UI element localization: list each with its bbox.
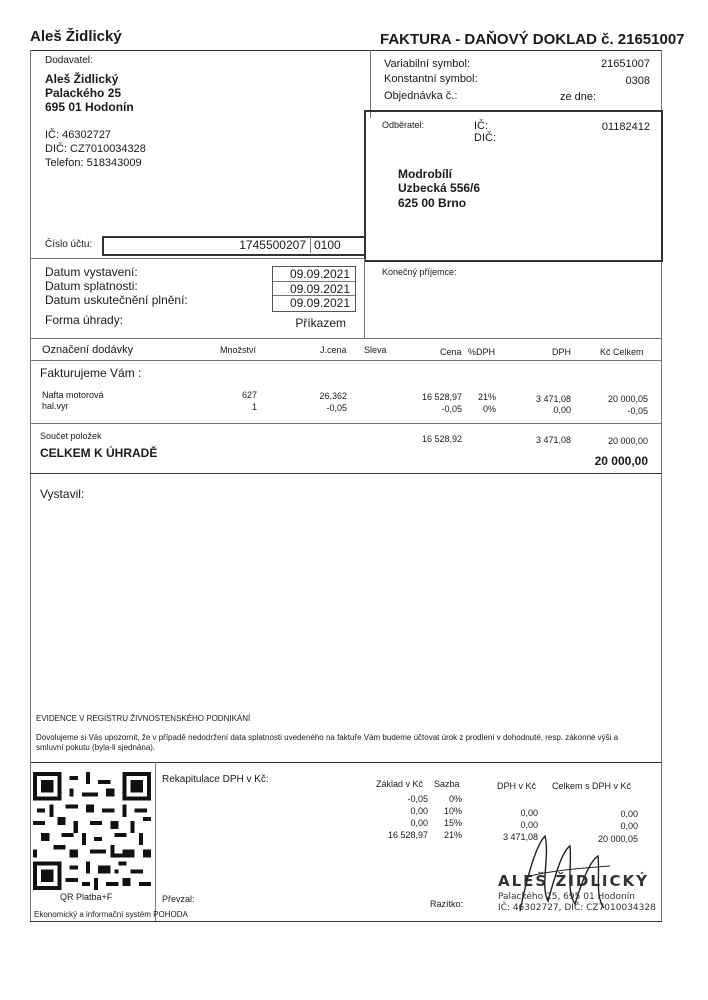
customer-street: Uzbecká 556/6 xyxy=(398,181,481,195)
supplier-label: Dodavatel: xyxy=(45,55,93,66)
taxable-date-label: Datum uskutečnění plnění: xyxy=(45,293,188,307)
customer-ic-value: 01182412 xyxy=(601,121,650,133)
item-2-qty: 1 xyxy=(251,402,257,412)
recap-row-3-rate: 15% xyxy=(443,818,462,828)
recap-row-1-base: -0,05 xyxy=(407,794,428,804)
item-1-qty: 627 xyxy=(241,390,257,400)
recap-col-total: Celkem s DPH v Kč xyxy=(552,781,632,791)
col-vat: DPH xyxy=(552,347,572,357)
supplier-phone: Telefon: 518343009 xyxy=(45,157,142,169)
customer-city: 625 00 Brno xyxy=(398,196,467,210)
stamp-ids: IČ: 46302727, DIČ: CZ7010034328 xyxy=(498,903,656,913)
late-payment-note-2: smluvní pokutu (byla-li sjednána). xyxy=(36,743,156,752)
item-2-vat-pct: 0% xyxy=(482,404,496,414)
qr-divider xyxy=(155,762,156,922)
handwritten-signature xyxy=(500,826,620,921)
sum-rule xyxy=(30,423,662,424)
final-recipient-label: Konečný příjemce: xyxy=(382,267,457,277)
order-label: Objednávka č.: xyxy=(384,90,458,102)
seller-name-header: Aleš Židlický xyxy=(30,28,122,45)
item-2-price: -0,05 xyxy=(441,404,462,414)
recap-row-2-total: 0,00 xyxy=(620,809,638,819)
variable-symbol-label: Variabilní symbol: xyxy=(384,58,470,70)
frame-left xyxy=(30,50,31,762)
divider-symbols xyxy=(370,50,371,118)
account-divider xyxy=(310,237,311,253)
item-2-vat: 0,00 xyxy=(553,405,571,415)
item-1-unit-price: 26,362 xyxy=(319,391,347,401)
col-price: Cena xyxy=(440,347,462,357)
recap-col-vat: DPH v Kč xyxy=(497,781,537,791)
items-intro: Fakturujeme Vám : xyxy=(40,366,142,380)
constant-symbol-label: Konstantní symbol: xyxy=(384,73,478,85)
recap-col-base: Základ v Kč xyxy=(376,779,424,789)
recap-row-2-rate: 10% xyxy=(443,806,462,816)
item-1-price: 16 528,97 xyxy=(421,392,462,402)
recap-row-4-rate: 21% xyxy=(443,830,462,840)
software-note: Ekonomický a informační systém POHODA xyxy=(34,910,188,919)
bank-code: 0100 xyxy=(314,238,341,252)
document-title: FAKTURA - DAŇOVÝ DOKLAD č. 21651007 xyxy=(380,31,685,48)
issued-date-label: Datum vystavení: xyxy=(45,265,138,279)
dates-rule xyxy=(30,258,365,259)
stamp-name: ALEŠ ŽIDLICKÝ xyxy=(498,872,649,890)
col-unit-price: J.cena xyxy=(320,345,347,355)
registry-note: EVIDENCE V REGISTRU ŽIVNOSTENSKÉHO PODNIKÁNÍ xyxy=(36,714,251,723)
grand-total-label: CELKEM K ÚHRADĚ xyxy=(40,446,158,460)
account-label: Číslo účtu: xyxy=(45,239,93,250)
sum-price: 16 528,92 xyxy=(421,434,462,444)
supplier-ic: IČ: 46302727 xyxy=(45,129,112,141)
customer-label: Odběratel: xyxy=(382,120,425,130)
items-top-rule xyxy=(30,338,662,339)
items-header-rule xyxy=(30,360,662,361)
late-payment-note-1: Dovolujeme si Vás upozornit, že v případě nedodržení data splatnosti uvedeného na faktuře Vám budeme účtovat úrok z prodlení v dohodnuté, resp. zákonné výši a xyxy=(36,733,619,742)
item-2-desc: hal.vyr xyxy=(42,401,69,411)
header-rule xyxy=(30,50,662,51)
recap-row-4-total: 20 000,05 xyxy=(597,834,638,844)
recap-row-3-vat: 0,00 xyxy=(520,820,538,830)
item-2-unit-price: -0,05 xyxy=(326,403,347,413)
recap-row-3-base: 0,00 xyxy=(410,818,428,828)
supplier-city: 695 01 Hodonín xyxy=(45,100,134,114)
signature-label: Razítko: xyxy=(430,899,464,909)
item-1-desc: Nafta motorová xyxy=(42,390,104,400)
grand-total-value: 20 000,00 xyxy=(594,454,648,468)
sum-label: Součet položek xyxy=(40,431,102,441)
payment-form: Příkazem xyxy=(295,316,346,330)
col-total: Kč Celkem xyxy=(600,347,644,357)
supplier-name: Aleš Židlický xyxy=(45,72,119,86)
item-1-total: 20 000,05 xyxy=(607,394,648,404)
due-date: 09.09.2021 xyxy=(289,282,350,296)
recap-row-2-vat: 0,00 xyxy=(520,808,538,818)
bottom-rule xyxy=(30,921,662,922)
vat-recap-title: Rekapitulace DPH v Kč: xyxy=(162,774,269,785)
recap-row-3-total: 0,00 xyxy=(620,821,638,831)
order-date-label: ze dne: xyxy=(560,91,597,103)
bottom-frame-left xyxy=(30,762,31,922)
supplier-dic: DIČ: CZ7010034328 xyxy=(45,143,146,155)
recap-row-4-vat: 3 471,08 xyxy=(502,832,538,842)
issued-by-label: Vystavil: xyxy=(40,487,85,501)
due-date-label: Datum splatnosti: xyxy=(45,279,138,293)
taxable-date: 09.09.2021 xyxy=(289,296,350,310)
received-by-label: Převzal: xyxy=(162,894,195,904)
issued-date: 09.09.2021 xyxy=(289,267,350,281)
sum-total: 20 000,00 xyxy=(607,436,648,446)
recap-col-rate: Sazba xyxy=(434,779,460,789)
recap-top-rule xyxy=(30,762,662,763)
col-vat-pct: %DPH xyxy=(468,347,496,357)
grand-total-rule xyxy=(30,473,662,474)
payment-form-label: Forma úhrady: xyxy=(45,313,124,327)
constant-symbol-value: 0308 xyxy=(625,75,650,87)
qr-code-image xyxy=(33,772,151,890)
supplier-street: Palackého 25 xyxy=(45,86,122,100)
variable-symbol-value: 21651007 xyxy=(601,58,650,70)
item-2-total: -0,05 xyxy=(627,406,648,416)
customer-name: Modrobílí xyxy=(398,167,452,181)
recap-row-4-base: 16 528,97 xyxy=(387,830,428,840)
sum-vat: 3 471,08 xyxy=(535,435,571,445)
customer-ic-label: IČ: xyxy=(474,120,489,132)
customer-dic-label: DIČ: xyxy=(474,132,496,144)
col-discount: Sleva xyxy=(364,345,387,355)
item-1-vat-pct: 21% xyxy=(477,392,496,402)
dates-divider xyxy=(364,258,365,338)
col-description: Označení dodávky xyxy=(42,344,134,356)
account-number: 1745500207 xyxy=(239,238,306,252)
item-1-vat: 3 471,08 xyxy=(535,394,571,404)
stamp-address: Palackého 25, 695 01 Hodonín xyxy=(498,892,635,902)
qr-label: QR Platba+F xyxy=(60,892,113,902)
recap-row-1-rate: 0% xyxy=(448,794,462,804)
recap-row-2-base: 0,00 xyxy=(410,806,428,816)
col-quantity: Množství xyxy=(220,345,257,355)
